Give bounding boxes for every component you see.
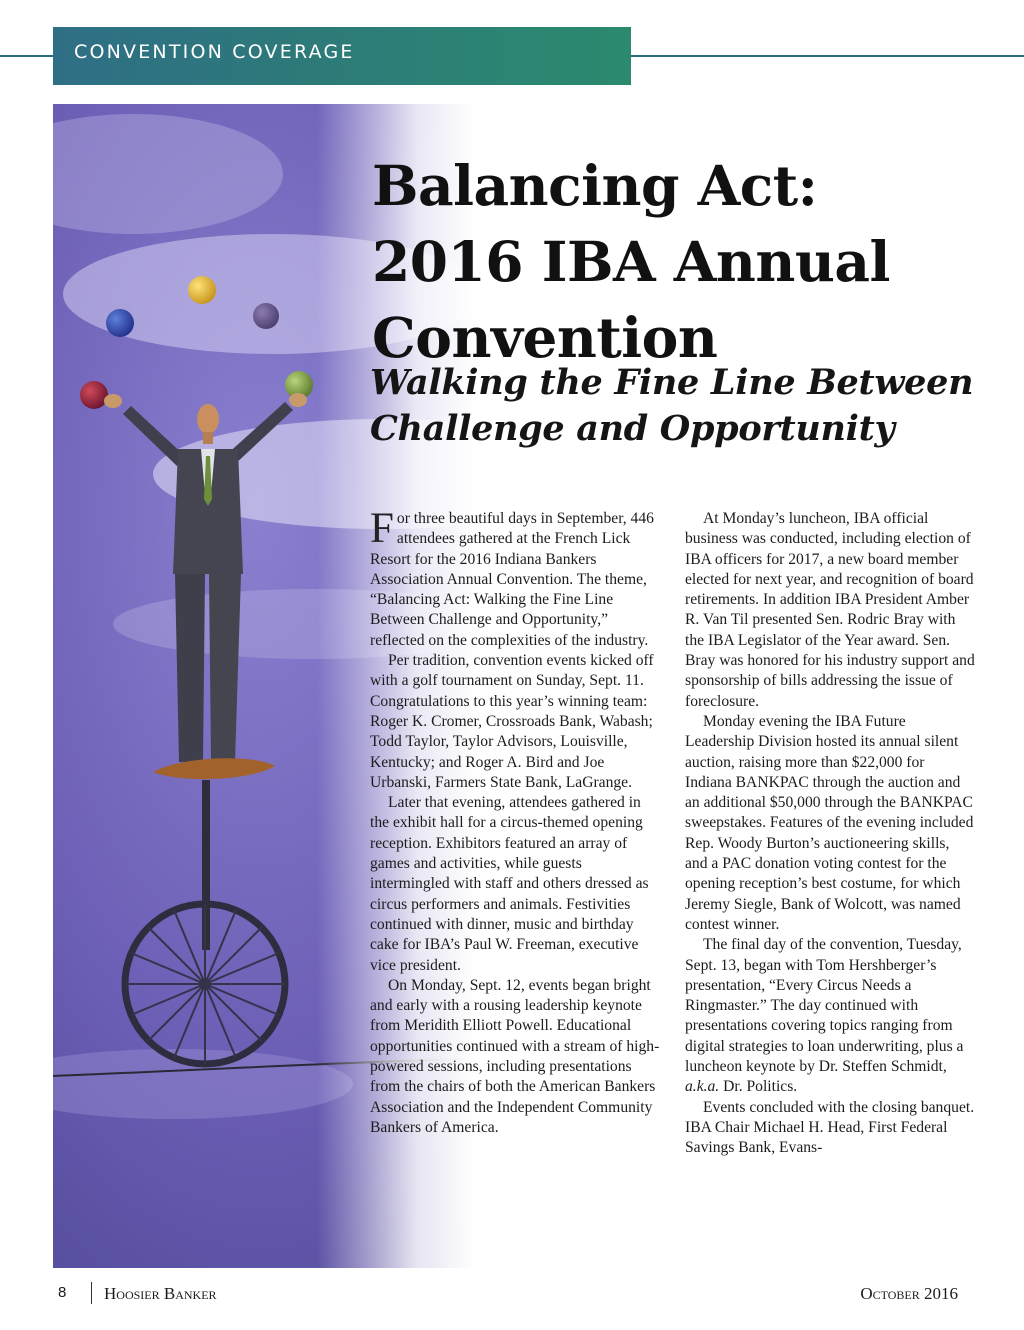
article-column-right bbox=[685, 509, 975, 1159]
paragraph-text: or three beautiful days in September, 446 attendees gathered at the French Lick Resort for the 2016 Indiana Bankers Association Annual Convention. The theme, “Balancing Act: Walking the Fine Line Between Challenge and Opportunity,” reflected on the complexities of the industry. bbox=[370, 510, 654, 649]
paragraph-text: Dr. Politics. bbox=[719, 1078, 798, 1096]
article-column-left bbox=[370, 505, 662, 1138]
title-line: 2016 IBA Annual bbox=[372, 229, 890, 294]
article-paragraph bbox=[685, 935, 975, 1097]
article-paragraph: Monday evening the IBA Future Leadership Division hosted its annual silent auction, raising more than $22,000 for Indiana BANKPAC through the auction and an additional $50,000 through the BANKPAC sweepstakes. Features of the evening included Rep. Woody Burton’s auctioneering skills, and a PAC donation voting contest for the opening reception’s best costume, for which Jeremy Siegle, Bank of Wolcott, was named contest winner. bbox=[685, 712, 974, 933]
article-paragraph: On Monday, Sept. 12, events began bright and early with a rousing leadership keynote from Meridith Elliott Powell. Educational opportunities continued with a stream of high-powered sessions, including presentations from the chairs of both the American Bankers Association and the Independent Community Bankers of America. bbox=[370, 976, 660, 1136]
subtitle-line: Walking the Fine Line Between bbox=[370, 362, 974, 403]
article-paragraph: Events concluded with the closing banquet. IBA Chair Michael H. Head, First Federal Savings Bank, Evans- bbox=[685, 1098, 975, 1157]
footer-divider bbox=[91, 1282, 92, 1304]
section-label-bar bbox=[53, 27, 631, 85]
magazine-name: Hoosier Banker bbox=[104, 1284, 217, 1303]
paragraph-text: The final day of the convention, Tuesday, Sept. 13, began with Tom Hershberger’s presentation, “Every Circus Needs a Ringmaster.” The day continued with presentations covering topics ranging from digital strategies to loan underwriting, plus a luncheon keynote by Dr. Steffen Schmidt, bbox=[685, 936, 964, 1076]
article-paragraph: Per tradition, convention events kicked off with a golf tournament on Sunday, Sept. 11. Congratulations to this year’s winning team: Roger K. Cromer, Crossroads Bank, Wabash; Todd Taylor, Taylor Advisors, Louisville, Kentucky; and Roger A. Bird and Joe Urbanski, Farmers State Bank, LaGrange. bbox=[370, 652, 654, 791]
article-paragraph bbox=[370, 505, 662, 651]
article-subtitle bbox=[370, 360, 1000, 452]
article-paragraph: At Monday’s luncheon, IBA official business was conducted, including election of IBA officers for 2017, a new board member elected for next year, and recognition of board retirements. In addition IBA President Amber R. Van Til presented Sen. Rodric Bray with the IBA Legislator of the Year award. Sen. Bray was honored for his industry support and sponsorship of bills addressing the issue of foreclosure. bbox=[685, 510, 975, 710]
section-label: CONVENTION COVERAGE bbox=[74, 41, 355, 63]
aka-text: a.k.a. bbox=[685, 1078, 720, 1096]
title-line: Convention bbox=[372, 305, 718, 370]
page-footer bbox=[58, 1284, 958, 1308]
drop-cap: F bbox=[370, 505, 394, 552]
title-line: Balancing Act: bbox=[372, 153, 818, 218]
issue-date: October 2016 bbox=[860, 1284, 958, 1303]
page-number: 8 bbox=[58, 1284, 67, 1301]
article-title bbox=[372, 148, 992, 376]
subtitle-line: Challenge and Opportunity bbox=[370, 408, 895, 449]
article-paragraph: Later that evening, attendees gathered in the exhibit hall for a circus-themed opening reception. Exhibitors featured an array of games and activities, while guests intermingled with staff and others dressed as circus performers and animals. Festivities continued with dinner, music and birthday cake for IBA’s Paul W. Freeman, executive vice president. bbox=[370, 794, 649, 974]
